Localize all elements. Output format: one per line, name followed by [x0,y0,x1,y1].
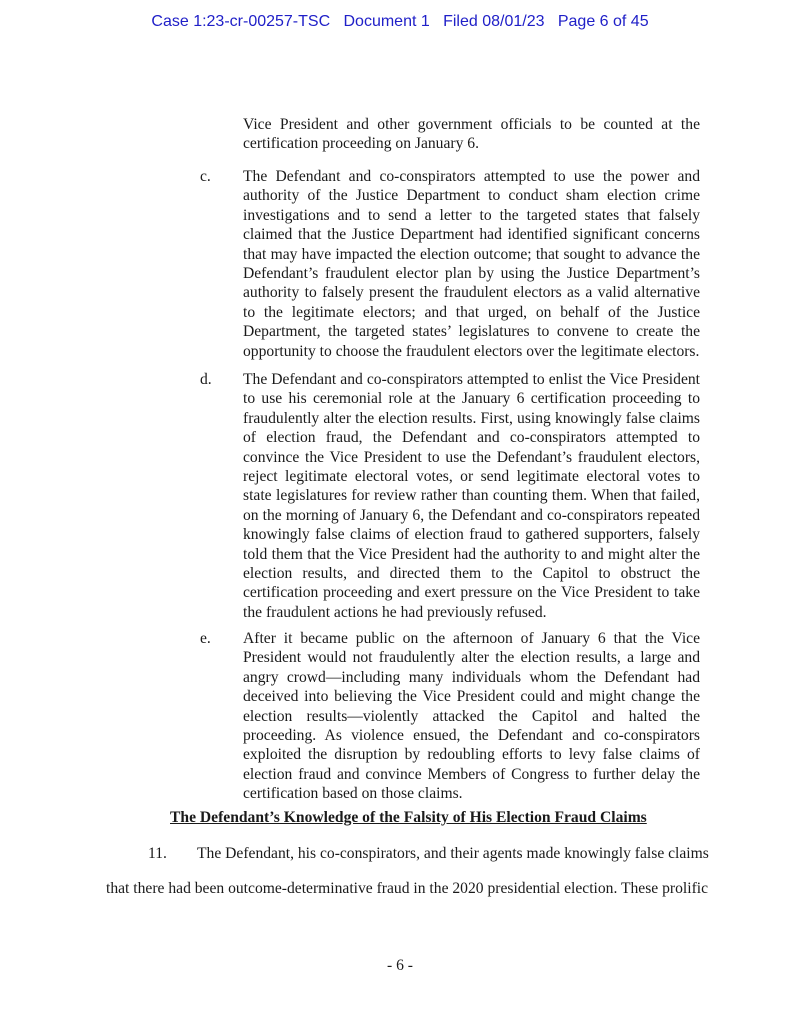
item-d-text: The Defendant and co-conspirators attempted to enlist the Vice President to use his ceremonial role at the January 6 certification proceeding to fraudulently alter the election results. First, using knowingly false claims of election fraud, the Defendant and co-conspirators attempted to convince the Vice President to use the Defendant’s fraudulent electors, reject legitimate electoral votes, or send legitimate electoral votes to state legislatures for review rather than counting them. When that failed, on the morning of January 6, the Defendant and co-conspirators repeated knowingly false claims of election fraud to gathered supporters, falsely told them that the Vice President had the authority to and might alter the election results, and directed them to the Capitol to obstruct the certification proceeding and exert pressure on the Vice President to take the fraudulent actions he had previously refused. [243,371,700,621]
page-number: - 6 - [387,957,413,974]
case-number: Case 1:23-cr-00257-TSC [151,13,331,30]
item-c-text: The Defendant and co-conspirators attempted to use the power and authority of the Justice Department to conduct sham election crime investigations and to send a letter to the targeted states that falsely claimed that the Justice Department had identified significant concerns that may have impacted the election outcome; that sought to advance the Defendant’s fraudulent elector plan by using the Justice Department’s authority to falsely present the fraudulent electors as a valid alternative to the legitimate electors; and that urged, on behalf of the Justice Department, the targeted states’ legislatures to convene to create the opportunity to choose the fraudulent electors over the legitimate electors. [243,168,700,360]
paragraph-number: 11. [148,845,167,862]
item-d-letter: d. [200,371,212,388]
paragraph-11-line-2: that there had been outcome-determinative fraud in the 2020 presidential election. These prolific [106,880,709,897]
ecf-header [0,13,800,31]
section-heading: The Defendant’s Knowledge of the Falsity of His Election Fraud Claims [170,809,647,826]
item-e-letter: e. [200,630,211,647]
page-indicator: Page 6 of 45 [557,13,649,30]
continuation-paragraph: Vice President and other government officials to be counted at the certification proceeding on January 6. [243,116,700,153]
document-number: Document 1 [343,13,430,30]
item-e-text: After it became public on the afternoon of January 6 that the Vice President would not fraudulently alter the election results, a large and angry crowd—including many individuals whom the Defendant had deceived into believing the Vice President could and might change the election results—violently attacked the Capitol and halted the proceeding. As violence ensued, the Defendant and co-conspirators exploited the disruption by redoubling efforts to levy false claims of election fraud and convince Members of Congress to further delay the certification based on those claims. [243,630,700,803]
filed-date: Filed 08/01/23 [443,13,545,30]
paragraph-11-line-1: The Defendant, his co-conspirators, and their agents made knowingly false claims [197,845,709,862]
item-c-letter: c. [200,168,211,185]
